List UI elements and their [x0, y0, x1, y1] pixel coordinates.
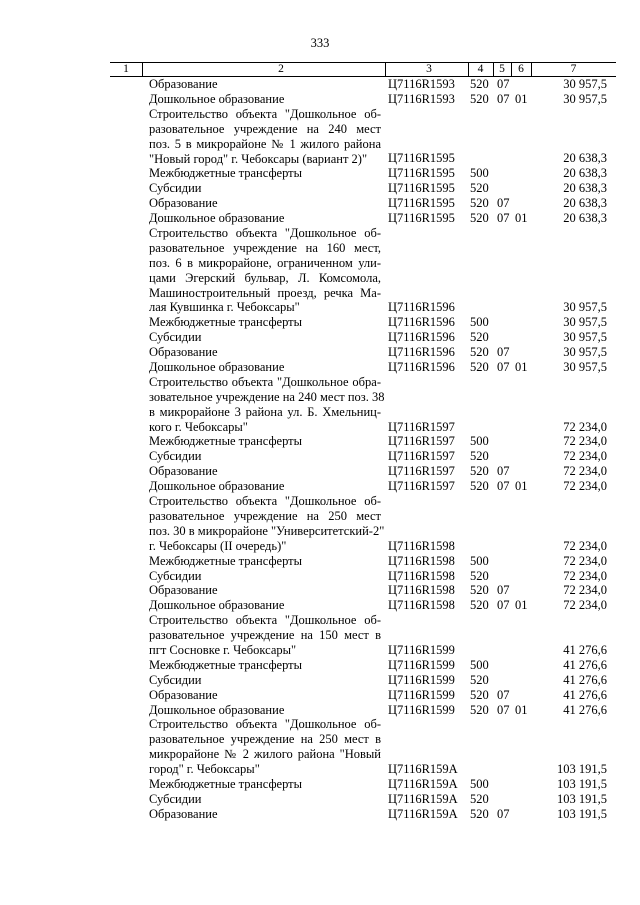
row-subsection: 07 [497, 598, 510, 613]
row-subsection: 07 [497, 702, 510, 717]
row-amount: 41 276,6 [563, 643, 607, 657]
row-code: Ц7116R1598 [388, 568, 455, 583]
row-name [149, 658, 381, 673]
row-name-line: Образование [149, 77, 218, 91]
row-name [149, 196, 381, 211]
row-name-line: поз. 5 в микрорайоне № 1 жилого района [149, 136, 381, 151]
row-name-line: Строительство объекта "Дошкольное обра- [149, 374, 381, 389]
row-name-line: Строительство объекта "Дошкольное об- [149, 225, 381, 240]
row-name-line: Дошкольное образование [149, 598, 285, 613]
row-name-line: Субсидии [149, 791, 202, 806]
row-name [149, 374, 385, 435]
row-name-line: Дошкольное образование [149, 360, 285, 374]
row-section: 520 [470, 345, 489, 360]
row-name-line: разовательное учреждение на 250 мест в [149, 732, 381, 747]
row-section: 520 [470, 449, 489, 464]
table-row [0, 569, 640, 584]
table-row [0, 107, 640, 167]
row-name-line: Субсидии [149, 449, 202, 464]
row-name-line: Образование [149, 196, 218, 211]
row-amount: 72 234,0 [563, 434, 607, 449]
row-item: 01 [515, 702, 528, 717]
table-row [0, 792, 640, 807]
row-amount: 72 234,0 [563, 419, 607, 434]
row-amount: 72 234,0 [563, 583, 607, 598]
row-name [149, 434, 381, 449]
row-item: 01 [515, 598, 528, 613]
table-row [0, 196, 640, 211]
row-section: 520 [470, 791, 489, 806]
table-row [0, 613, 640, 658]
row-name-line: Межбюджетные трансферты [149, 166, 303, 181]
table-row [0, 434, 640, 449]
row-code: Ц7116R159А [388, 762, 458, 777]
row-section: 520 [470, 77, 489, 91]
table-row [0, 226, 640, 315]
row-item: 01 [515, 479, 528, 494]
row-amount: 20 638,3 [563, 196, 607, 211]
row-amount: 72 234,0 [563, 598, 607, 613]
row-name [149, 92, 381, 107]
row-code: Ц7116R1598 [388, 538, 455, 553]
row-item: 01 [515, 91, 528, 106]
table-row [0, 181, 640, 196]
row-name [149, 494, 385, 554]
row-section: 520 [470, 330, 489, 345]
table-row [0, 673, 640, 688]
row-code: Ц7116R1599 [388, 687, 455, 702]
table-row [0, 375, 640, 435]
row-name [149, 688, 381, 703]
row-subsection: 07 [497, 196, 510, 211]
header-col-5: 5 [499, 63, 505, 75]
row-name-line: Образование [149, 583, 218, 598]
row-code: Ц7116R1596 [388, 330, 455, 345]
header-col-2: 2 [278, 63, 284, 75]
table-row [0, 77, 640, 92]
row-code: Ц7116R1597 [388, 479, 455, 494]
row-amount: 20 638,3 [563, 151, 607, 166]
row-subsection: 07 [497, 360, 510, 374]
row-amount: 41 276,6 [563, 657, 607, 672]
row-code: Ц7116R1597 [388, 449, 455, 464]
row-section: 500 [470, 166, 489, 181]
row-name-line: Межбюджетные трансферты [149, 657, 303, 672]
row-name-line: поз. 30 в микрорайоне "Университетский-2" [149, 523, 385, 538]
row-code: Ц7116R1599 [388, 643, 455, 657]
row-name [149, 703, 381, 718]
row-section: 520 [470, 583, 489, 598]
row-amount: 103 191,5 [557, 806, 607, 821]
row-section: 500 [470, 553, 489, 568]
row-amount: 41 276,6 [563, 672, 607, 687]
row-code: Ц7116R1593 [388, 91, 455, 106]
row-subsection: 07 [497, 583, 510, 598]
row-name-line: Дошкольное образование [149, 211, 285, 226]
row-code: Ц7116R1595 [388, 181, 455, 196]
row-name-line: Дошкольное образование [149, 479, 285, 494]
table-row [0, 479, 640, 494]
row-name-line: Межбюджетные трансферты [149, 553, 303, 568]
row-name-line: лая Кувшинка г. Чебоксары" [149, 300, 300, 315]
row-amount: 103 191,5 [557, 791, 607, 806]
row-name [149, 360, 381, 375]
row-name [149, 211, 381, 226]
row-name-line: г. Чебоксары (II очередь)" [149, 538, 287, 553]
table-row [0, 658, 640, 673]
row-amount: 20 638,3 [563, 181, 607, 196]
row-section: 520 [470, 360, 489, 374]
row-name [149, 569, 381, 584]
row-name [149, 792, 381, 807]
table-row [0, 449, 640, 464]
row-amount: 30 957,5 [563, 77, 607, 91]
row-code: Ц7116R1595 [388, 196, 455, 211]
row-code: Ц7116R1595 [388, 166, 455, 181]
row-subsection: 07 [497, 91, 510, 106]
row-code: Ц7116R1596 [388, 360, 455, 374]
row-subsection: 07 [497, 211, 510, 226]
table-row [0, 717, 640, 777]
row-section: 520 [470, 806, 489, 821]
table-row [0, 494, 640, 554]
row-amount: 30 957,5 [563, 91, 607, 106]
row-name [149, 345, 381, 360]
row-name-line: разовательное учреждение на 150 мест в [149, 628, 381, 643]
row-amount: 30 957,5 [563, 345, 607, 360]
row-name-line: Образование [149, 345, 218, 360]
row-name [149, 166, 381, 181]
row-section: 500 [470, 657, 489, 672]
page-number: 333 [310, 36, 330, 50]
row-name [149, 330, 381, 345]
row-name-line: разовательное учреждение на 250 мест [149, 508, 381, 523]
row-name-line: Строительство объекта "Дошкольное об- [149, 717, 381, 732]
table-row [0, 598, 640, 613]
row-code: Ц7116R159А [388, 777, 458, 792]
row-section: 520 [470, 598, 489, 613]
row-code: Ц7116R1598 [388, 583, 455, 598]
row-name-line: Строительство объекта "Дошкольное об- [149, 494, 381, 509]
row-name [149, 583, 381, 598]
row-name [149, 181, 381, 196]
row-name-line: Субсидии [149, 672, 202, 687]
row-subsection: 07 [497, 479, 510, 494]
budget-table-body [0, 77, 640, 822]
row-section: 520 [470, 91, 489, 106]
row-amount: 72 234,0 [563, 479, 607, 494]
row-amount: 20 638,3 [563, 166, 607, 181]
row-amount: 41 276,6 [563, 702, 607, 717]
row-code: Ц7116R1598 [388, 553, 455, 568]
row-code: Ц7116R159А [388, 806, 458, 821]
row-name-line: пгт Сосновке г. Чебоксары" [149, 643, 297, 658]
row-code: Ц7116R1599 [388, 672, 455, 687]
row-name [149, 554, 381, 569]
row-amount: 72 234,0 [563, 464, 607, 479]
row-name [149, 77, 381, 92]
row-name [149, 107, 381, 167]
table-row [0, 777, 640, 792]
row-name [149, 464, 381, 479]
row-name-line: Дошкольное образование [149, 702, 285, 717]
row-section: 520 [470, 479, 489, 494]
row-section: 500 [470, 434, 489, 449]
row-amount: 30 957,5 [563, 330, 607, 345]
row-name-line: Строительство объекта "Дошкольное об- [149, 613, 381, 628]
table-row [0, 583, 640, 598]
row-section: 500 [470, 777, 489, 792]
table-row [0, 360, 640, 375]
row-name-line: Образование [149, 687, 218, 702]
row-name-line: разовательное учреждение на 160 мест, [149, 240, 381, 255]
row-name-line: Машиностроительный проезд, речка Ма- [149, 285, 381, 300]
row-name-line: Межбюджетные трансферты [149, 434, 303, 449]
row-name-line: микрорайоне № 2 жилого района "Новый [149, 747, 381, 762]
row-amount: 72 234,0 [563, 553, 607, 568]
row-section: 520 [470, 702, 489, 717]
row-code: Ц7116R1595 [388, 151, 455, 166]
row-name-line: поз. 6 в микрорайоне, ограниченном ули- [149, 255, 381, 270]
row-amount: 103 191,5 [557, 762, 607, 777]
row-amount: 103 191,5 [557, 777, 607, 792]
row-code: Ц7116R159А [388, 791, 458, 806]
header-col-7: 7 [570, 63, 577, 75]
row-name [149, 777, 381, 792]
header-col-6: 6 [518, 63, 524, 75]
table-row [0, 345, 640, 360]
table-row [0, 166, 640, 181]
row-code: Ц7116R1598 [388, 598, 455, 613]
row-code: Ц7116R1596 [388, 345, 455, 360]
row-code: Ц7116R1596 [388, 300, 455, 315]
row-name-line: Субсидии [149, 568, 202, 583]
row-amount: 30 957,5 [563, 315, 607, 330]
table-row [0, 554, 640, 569]
row-name-line: кого г. Чебоксары" [149, 419, 248, 434]
table-row [0, 703, 640, 718]
row-name-line: Субсидии [149, 330, 202, 345]
row-name-line: город" г. Чебоксары" [149, 762, 260, 777]
row-name-line: Межбюджетные трансферты [149, 777, 303, 792]
row-code: Ц7116R1597 [388, 434, 455, 449]
row-section: 520 [470, 687, 489, 702]
table-row [0, 315, 640, 330]
row-section: 520 [470, 672, 489, 687]
row-name [149, 315, 381, 330]
row-name-line: в микрорайоне 3 района ул. Б. Хмельниц- [149, 404, 381, 419]
row-name-line: Субсидии [149, 181, 202, 196]
row-section: 520 [470, 464, 489, 479]
row-name-line: Строительство объекта "Дошкольное об- [149, 106, 381, 121]
row-name-line: Образование [149, 806, 218, 821]
table-row [0, 330, 640, 345]
row-name [149, 673, 381, 688]
row-name-line: разовательное учреждение на 240 мест [149, 121, 381, 136]
row-name [149, 479, 381, 494]
row-section: 500 [470, 315, 489, 330]
row-subsection: 07 [497, 464, 510, 479]
table-row [0, 92, 640, 107]
row-code: Ц7116R1595 [388, 211, 455, 226]
header-col-3: 3 [426, 63, 432, 75]
header-col-4: 4 [477, 63, 484, 75]
row-subsection: 07 [497, 77, 510, 91]
row-item: 01 [515, 211, 528, 226]
row-amount: 30 957,5 [563, 360, 607, 374]
row-name [149, 598, 381, 613]
row-amount: 72 234,0 [563, 538, 607, 553]
row-section: 520 [470, 196, 489, 211]
table-header [110, 62, 616, 77]
row-name [149, 717, 381, 777]
row-name-line: цами Эгерский бульвар, Л. Комсомола, [149, 270, 381, 285]
row-subsection: 07 [497, 806, 510, 821]
row-name-line: "Новый город" г. Чебоксары (вариант 2)" [149, 151, 368, 166]
header-col-1: 1 [123, 63, 129, 75]
row-item: 01 [515, 360, 528, 374]
row-subsection: 07 [497, 687, 510, 702]
row-name [149, 449, 381, 464]
row-name-line: Межбюджетные трансферты [149, 315, 303, 330]
row-name [149, 226, 381, 315]
row-name [149, 807, 381, 822]
row-code: Ц7116R1597 [388, 419, 455, 434]
row-section: 520 [470, 181, 489, 196]
row-code: Ц7116R1593 [388, 77, 455, 91]
row-code: Ц7116R1599 [388, 657, 455, 672]
row-amount: 72 234,0 [563, 449, 607, 464]
row-name-line: зовательное учреждение на 240 мест поз. 38 [149, 389, 385, 404]
table-row [0, 464, 640, 479]
table-row [0, 688, 640, 703]
row-amount: 30 957,5 [563, 300, 607, 315]
row-amount: 20 638,3 [563, 211, 607, 226]
table-row [0, 211, 640, 226]
row-section: 520 [470, 211, 489, 226]
row-name [149, 613, 381, 658]
row-name-line: Образование [149, 464, 218, 479]
row-code: Ц7116R1599 [388, 702, 455, 717]
row-code: Ц7116R1597 [388, 464, 455, 479]
row-code: Ц7116R1596 [388, 315, 455, 330]
row-amount: 72 234,0 [563, 568, 607, 583]
table-row [0, 807, 640, 822]
row-section: 520 [470, 568, 489, 583]
row-subsection: 07 [497, 345, 510, 360]
row-amount: 41 276,6 [563, 687, 607, 702]
row-name-line: Дошкольное образование [149, 91, 285, 106]
